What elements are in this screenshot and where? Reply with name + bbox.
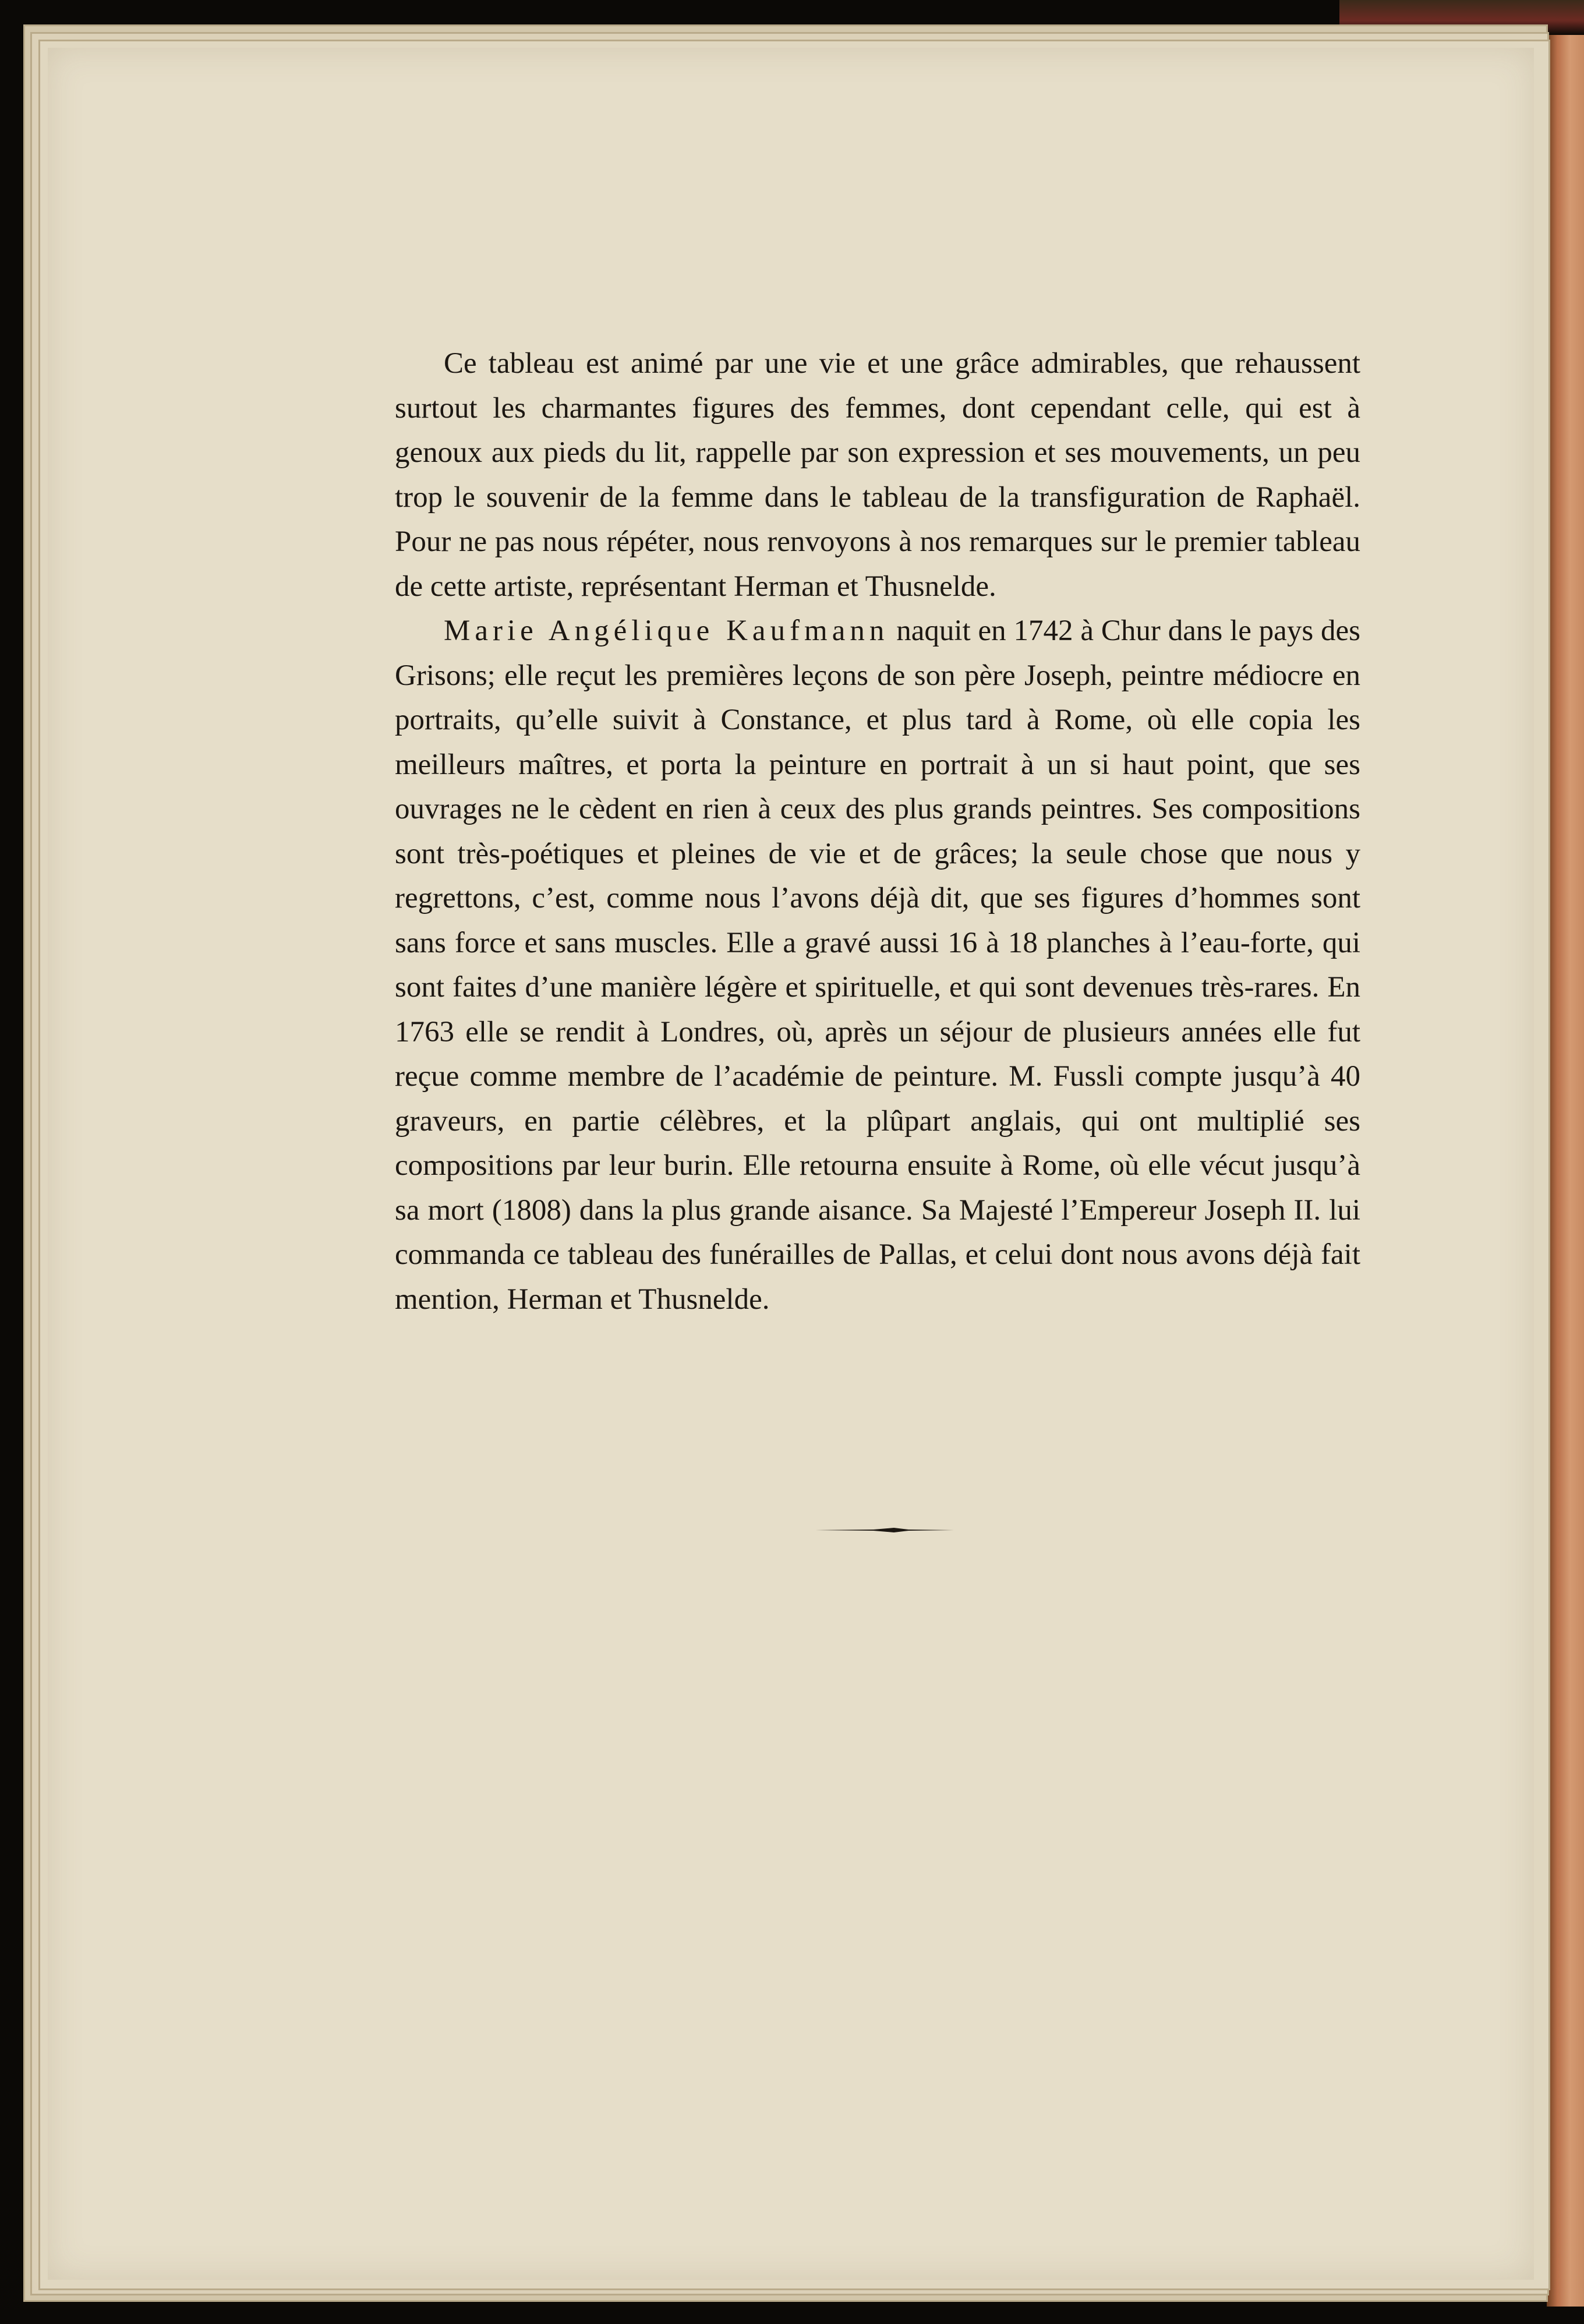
body-text xyxy=(395,341,1360,1322)
paragraph-2-lead-name: Marie Angélique Kaufmann xyxy=(444,614,889,647)
paragraph-2-text: naquit en 1742 à Chur dans le pays des Grisons; elle reçut les premières leçons de son père Joseph, peintre médiocre en portraits, qu’elle suivit à Constance, et plus tard à Rome, où elle copia les meilleurs maîtres, et porta la peinture en portrait à un si haut point, que ses ouvrages ne le cèdent en rien à ceux des plus grands peintres. Ses compositions sont très-poétiques et pleines de vie et de grâces; la seule chose que nous y regrettons, c’est, comme nous l’avons déjà dit, que ses figures d’hommes sont sans force et sans muscles. Elle a gravé aussi 16 à 18 planches à l’eau-forte, qui sont faites d’une manière légère et spirituelle, et qui sont devenues très-rares. En 1763 elle se rendit à Londres, où, après un séjour de plusieurs années elle fut reçue comme membre de l’académie de peinture. M. Fussli compte jusqu’à 40 graveurs, en partie célèbres, et la plûpart anglais, qui ont multiplié ses compositions par leur burin. Elle retourna ensuite à Rome, où elle vécut jusqu’à sa mort (1808) dans la plus grande aisance. Sa Majesté l’Empereur Joseph II. lui commanda ce tableau des funérailles de Pallas, et celui dont nous avons déjà fait mention, Herman et Thusnelde. xyxy=(395,614,1360,1316)
paragraph-1-text: Ce tableau est animé par une vie et une grâce admirables, que rehaussent surtout les charmantes figures des femmes, dont cependant celle, qui est à genoux aux pieds du lit, rappelle par son expression et ses mouvements, un peu trop le souvenir de la femme dans le tableau de la transfiguration de Raphaël. Pour ne pas nous répéter, nous renvoyons à nos remarques sur le premier tableau de cette artiste, représentant Herman et Thusnelde. xyxy=(395,347,1360,603)
book-cover-board xyxy=(1547,35,1584,2307)
paragraph-2 xyxy=(395,609,1360,1322)
paragraph-1 xyxy=(395,341,1360,609)
end-ornament-rule xyxy=(815,1527,954,1533)
